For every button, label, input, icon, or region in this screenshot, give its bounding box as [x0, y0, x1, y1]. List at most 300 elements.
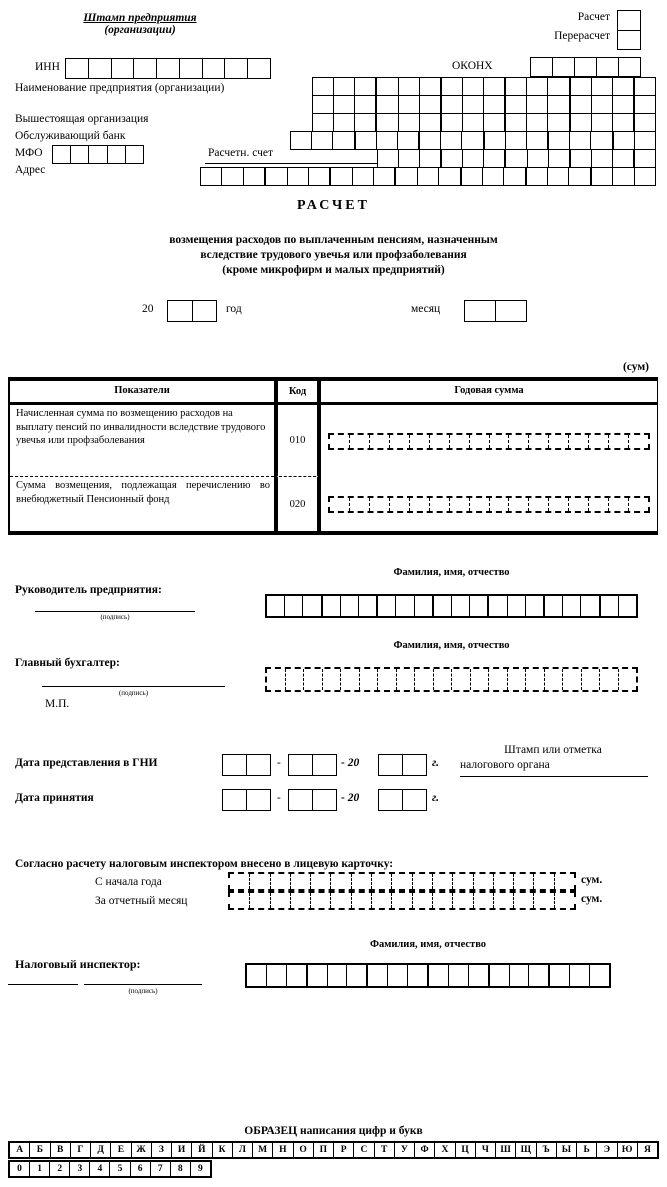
grid-cell[interactable] [489, 435, 509, 448]
grid-cell[interactable] [375, 96, 397, 113]
grid-cell[interactable] [88, 146, 106, 163]
grid-cell[interactable] [327, 965, 347, 986]
submission-day-grid[interactable] [222, 754, 271, 776]
grid-cell[interactable] [398, 114, 419, 131]
grid-cell[interactable] [488, 965, 509, 986]
grid-cell[interactable] [267, 596, 284, 616]
grid-cell[interactable] [525, 168, 547, 185]
grid-cell[interactable] [329, 168, 351, 185]
submission-year-grid[interactable] [378, 754, 427, 776]
grid-cell[interactable] [533, 893, 553, 908]
accountant-signature-line[interactable] [42, 668, 225, 687]
grid-cell[interactable] [249, 874, 269, 889]
grid-cell[interactable] [465, 301, 495, 321]
grid-cell[interactable] [448, 965, 468, 986]
grid-cell[interactable] [633, 150, 655, 167]
grid-cell[interactable] [548, 498, 568, 511]
grid-cell[interactable] [634, 132, 655, 149]
grid-cell[interactable] [354, 78, 375, 95]
submission-date-label: Дата представления в ГНИ [15, 757, 158, 769]
grid-cell[interactable] [111, 59, 134, 78]
grid-cell[interactable] [349, 498, 369, 511]
grid-cell[interactable] [286, 965, 306, 986]
grid-cell[interactable] [568, 498, 588, 511]
grid-cell[interactable] [580, 596, 598, 616]
row2-sum-grid[interactable] [328, 496, 650, 513]
grid-cell[interactable] [612, 132, 634, 149]
grid-cell[interactable] [375, 78, 397, 95]
grid-cell[interactable] [340, 669, 359, 690]
grid-cell[interactable] [230, 874, 249, 889]
grid-cell[interactable] [526, 114, 547, 131]
grid-cell[interactable] [358, 596, 376, 616]
grid-cell[interactable] [394, 168, 416, 185]
submission-month-grid[interactable] [288, 754, 337, 776]
grid-cell[interactable] [568, 168, 589, 185]
address-grid[interactable] [200, 167, 656, 186]
grid-cell[interactable] [473, 874, 493, 889]
grid-cell[interactable] [412, 874, 432, 889]
grid-cell[interactable] [618, 58, 640, 76]
grid-cell[interactable] [377, 669, 396, 690]
grid-cell[interactable] [330, 435, 349, 448]
grid-cell[interactable] [504, 78, 526, 95]
grid-cell[interactable] [201, 168, 221, 185]
grid-cell[interactable] [552, 58, 574, 76]
grid-cell[interactable] [526, 96, 547, 113]
grid-cell[interactable] [376, 132, 397, 149]
grid-cell[interactable] [371, 874, 391, 889]
grid-cell[interactable] [495, 301, 526, 321]
grid-cell[interactable] [633, 78, 655, 95]
grid-cell[interactable] [224, 59, 247, 78]
grid-cell[interactable] [470, 669, 489, 690]
grid-cell[interactable] [612, 78, 633, 95]
grid-cell[interactable] [312, 755, 336, 775]
grid-cell[interactable] [330, 498, 349, 511]
grid-cell[interactable] [508, 435, 528, 448]
grid-cell[interactable] [88, 59, 111, 78]
grid-cell[interactable] [290, 893, 310, 908]
grid-cell[interactable] [373, 168, 394, 185]
grid-cell[interactable] [507, 596, 525, 616]
grid-cell[interactable] [308, 168, 329, 185]
sample-cell: К [212, 1143, 232, 1157]
grid-cell[interactable] [527, 150, 548, 167]
grid-cell[interactable] [469, 596, 487, 616]
grid-cell[interactable] [461, 132, 482, 149]
grid-cell[interactable] [469, 435, 489, 448]
grid-cell[interactable] [395, 596, 413, 616]
grid-cell[interactable] [397, 132, 418, 149]
grid-cell[interactable] [451, 669, 470, 690]
grid-cell[interactable] [599, 669, 618, 690]
grid-cell[interactable] [391, 874, 411, 889]
grid-cell[interactable] [588, 498, 608, 511]
grid-cell[interactable] [633, 96, 655, 113]
grid-cell[interactable] [270, 893, 290, 908]
grid-cell[interactable] [544, 669, 563, 690]
grid-cell[interactable] [504, 150, 526, 167]
grid-cell[interactable] [562, 669, 581, 690]
grid-cell[interactable] [270, 874, 290, 889]
inspector-line1[interactable] [8, 968, 78, 985]
calc-checkbox[interactable] [617, 10, 641, 31]
director-fio-grid[interactable] [265, 594, 638, 618]
mfo-label: МФО [15, 147, 43, 159]
company-name-grid-row2[interactable] [312, 95, 656, 114]
grid-cell[interactable] [483, 150, 504, 167]
grid-cell[interactable] [391, 893, 411, 908]
grid-cell[interactable] [351, 893, 371, 908]
grid-cell[interactable] [375, 114, 397, 131]
grid-cell[interactable] [313, 96, 333, 113]
grid-cell[interactable] [289, 755, 312, 775]
grid-cell[interactable] [290, 874, 310, 889]
fio-label-director: Фамилия, имя, отчество [393, 567, 510, 578]
grid-cell[interactable] [133, 59, 156, 78]
grid-cell[interactable] [462, 96, 483, 113]
grid-cell[interactable] [414, 596, 432, 616]
grid-cell[interactable] [483, 132, 505, 149]
grid-cell[interactable] [451, 596, 469, 616]
grid-cell[interactable] [417, 168, 438, 185]
entry-row1-label: С начала года [95, 876, 162, 888]
grid-cell[interactable] [548, 965, 569, 986]
mfo-grid[interactable] [52, 145, 144, 164]
grid-cell[interactable] [407, 965, 427, 986]
grid-cell[interactable] [596, 58, 618, 76]
grid-cell[interactable] [285, 669, 304, 690]
grid-cell[interactable] [590, 168, 612, 185]
grid-cell[interactable] [612, 168, 633, 185]
grid-cell[interactable] [438, 168, 459, 185]
grid-cell[interactable] [330, 874, 350, 889]
grid-cell[interactable] [53, 146, 70, 163]
grid-cell[interactable] [462, 78, 483, 95]
grid-cell[interactable] [359, 669, 378, 690]
okonx-grid[interactable] [530, 57, 641, 77]
grid-cell[interactable] [507, 669, 526, 690]
grid-cell[interactable] [321, 596, 340, 616]
grid-cell[interactable] [588, 435, 608, 448]
grid-cell[interactable] [419, 78, 440, 95]
grid-cell[interactable] [284, 596, 302, 616]
grid-cell[interactable] [487, 596, 506, 616]
grid-cell[interactable] [246, 790, 270, 810]
grid-cell[interactable] [243, 168, 264, 185]
grid-cell[interactable] [548, 435, 568, 448]
grid-cell[interactable] [312, 790, 336, 810]
grid-cell[interactable] [389, 435, 409, 448]
grid-cell[interactable] [246, 755, 270, 775]
grid-cell[interactable] [352, 168, 373, 185]
sample-cell: 8 [170, 1162, 190, 1176]
grid-cell[interactable] [528, 965, 548, 986]
acceptance-month-grid[interactable] [288, 789, 337, 811]
grid-cell[interactable] [247, 965, 266, 986]
grid-cell[interactable] [618, 596, 636, 616]
grid-cell[interactable] [612, 96, 633, 113]
grid-cell[interactable] [402, 790, 426, 810]
grid-cell[interactable] [469, 498, 489, 511]
grid-cell[interactable] [202, 59, 225, 78]
grid-cell[interactable] [591, 96, 612, 113]
sample-cell: В [50, 1143, 70, 1157]
grid-cell[interactable] [419, 150, 440, 167]
sample-cell: Н [272, 1143, 292, 1157]
grid-cell[interactable] [509, 965, 529, 986]
grid-cell[interactable] [482, 168, 503, 185]
acceptance-day-grid[interactable] [222, 789, 271, 811]
entry-month-total-grid[interactable] [228, 891, 576, 910]
grid-cell[interactable] [379, 790, 402, 810]
grid-cell[interactable] [462, 150, 483, 167]
grid-cell[interactable] [462, 114, 483, 131]
grid-cell[interactable] [591, 114, 612, 131]
grid-cell[interactable] [504, 96, 526, 113]
grid-cell[interactable] [548, 150, 569, 167]
grid-cell[interactable] [429, 435, 449, 448]
grid-cell[interactable] [379, 755, 402, 775]
grid-cell[interactable] [612, 150, 633, 167]
grid-cell[interactable] [369, 498, 389, 511]
grid-cell[interactable] [608, 435, 628, 448]
grid-cell[interactable] [440, 96, 462, 113]
grid-cell[interactable] [419, 114, 440, 131]
grid-cell[interactable] [574, 58, 596, 76]
grid-cell[interactable] [398, 96, 419, 113]
grid-cell[interactable] [376, 596, 395, 616]
grid-cell[interactable] [562, 596, 580, 616]
grid-cell[interactable] [452, 893, 472, 908]
grid-cell[interactable] [452, 874, 472, 889]
grid-cell[interactable] [513, 874, 533, 889]
grid-cell[interactable] [418, 132, 440, 149]
grid-cell[interactable] [599, 596, 618, 616]
grid-cell[interactable] [223, 790, 246, 810]
sample-cell: Щ [515, 1143, 535, 1157]
grid-cell[interactable] [302, 596, 320, 616]
grid-cell[interactable] [333, 114, 354, 131]
grid-cell[interactable] [389, 498, 409, 511]
grid-cell[interactable] [333, 78, 354, 95]
row1-sum-grid[interactable] [328, 433, 650, 450]
grid-cell[interactable] [440, 150, 462, 167]
grid-cell[interactable] [473, 893, 493, 908]
grid-cell[interactable] [369, 435, 389, 448]
grid-cell[interactable] [414, 669, 433, 690]
grid-cell[interactable] [412, 893, 432, 908]
grid-cell[interactable] [440, 132, 461, 149]
grid-cell[interactable] [247, 59, 270, 78]
grid-cell[interactable] [230, 893, 249, 908]
grid-cell[interactable] [569, 965, 589, 986]
entry-year-total-grid[interactable] [228, 872, 576, 891]
grid-cell[interactable] [468, 965, 488, 986]
inspector-signature-line[interactable] [84, 968, 202, 985]
grid-cell[interactable] [427, 965, 448, 986]
grid-cell[interactable] [310, 874, 330, 889]
grid-cell[interactable] [287, 168, 308, 185]
grid-cell[interactable] [333, 96, 354, 113]
grid-cell[interactable] [351, 874, 371, 889]
grid-cell[interactable] [440, 78, 462, 95]
acceptance-year-grid[interactable] [378, 789, 427, 811]
grid-cell[interactable] [628, 498, 648, 511]
accountant-fio-grid[interactable] [265, 667, 638, 692]
grid-cell[interactable] [528, 435, 548, 448]
form-subtitle [0, 233, 667, 278]
grid-cell[interactable] [493, 874, 513, 889]
grid-cell[interactable] [569, 150, 591, 167]
grid-cell[interactable] [433, 669, 452, 690]
grid-cell[interactable] [591, 150, 612, 167]
grid-cell[interactable] [612, 114, 633, 131]
form-title: РАСЧЕТ [297, 198, 370, 213]
grid-cell[interactable] [591, 78, 612, 95]
year-input-grid[interactable] [167, 300, 217, 322]
grid-cell[interactable] [533, 874, 553, 889]
grid-cell[interactable] [569, 114, 591, 131]
grid-cell[interactable] [303, 669, 322, 690]
grid-cell[interactable] [107, 146, 125, 163]
okonx-label: ОКОНХ [452, 60, 493, 72]
grid-cell[interactable] [313, 78, 333, 95]
account-grid[interactable] [377, 149, 656, 168]
grid-cell[interactable] [249, 893, 269, 908]
grid-cell[interactable] [569, 132, 590, 149]
grid-cell[interactable] [378, 150, 398, 167]
grid-cell[interactable] [504, 114, 526, 131]
grid-cell[interactable] [618, 669, 637, 690]
grid-cell[interactable] [264, 168, 286, 185]
grid-cell[interactable] [488, 669, 507, 690]
grid-cell[interactable] [547, 114, 568, 131]
calc-labels [480, 8, 610, 46]
grid-cell[interactable] [505, 132, 526, 149]
grid-cell[interactable] [179, 59, 202, 78]
grid-cell[interactable] [354, 96, 375, 113]
grid-cell[interactable] [398, 150, 419, 167]
grid-cell[interactable] [70, 146, 88, 163]
grid-cell[interactable] [633, 114, 655, 131]
grid-cell[interactable] [221, 168, 242, 185]
sample-cell: Ь [576, 1143, 596, 1157]
grid-cell[interactable] [192, 301, 217, 321]
entry-sum2-label: сум. [581, 893, 603, 905]
grid-cell[interactable] [354, 114, 375, 131]
grid-cell[interactable] [503, 168, 524, 185]
grid-cell[interactable] [483, 96, 504, 113]
grid-cell[interactable] [525, 596, 543, 616]
company-name-grid-row1[interactable] [312, 77, 656, 96]
grid-cell[interactable] [569, 96, 591, 113]
grid-cell[interactable] [554, 893, 574, 908]
grid-cell[interactable] [266, 965, 286, 986]
grid-cell[interactable] [432, 596, 451, 616]
grid-cell[interactable] [168, 301, 192, 321]
grid-cell[interactable] [402, 755, 426, 775]
grid-cell[interactable] [568, 435, 588, 448]
grid-cell[interactable] [547, 132, 569, 149]
grid-cell[interactable] [460, 168, 482, 185]
grid-cell[interactable] [432, 874, 452, 889]
grid-cell[interactable] [525, 669, 544, 690]
grid-cell[interactable] [289, 790, 312, 810]
grid-cell[interactable] [313, 114, 333, 131]
grid-cell[interactable] [409, 435, 429, 448]
inspector-fio-grid[interactable] [245, 963, 611, 988]
grid-cell[interactable] [330, 893, 350, 908]
grid-cell[interactable] [483, 78, 504, 95]
grid-cell[interactable] [156, 59, 179, 78]
grid-cell[interactable] [483, 114, 504, 131]
month-input-grid[interactable] [464, 300, 527, 322]
grid-cell[interactable] [432, 893, 452, 908]
grid-cell[interactable] [346, 965, 366, 986]
grid-cell[interactable] [589, 965, 609, 986]
grid-cell[interactable] [440, 114, 462, 131]
grid-cell[interactable] [590, 132, 611, 149]
parent-org-label: Вышестоящая организация [15, 113, 149, 125]
grid-cell[interactable] [569, 78, 591, 95]
grid-cell[interactable] [429, 498, 449, 511]
grid-cell[interactable] [371, 893, 391, 908]
grid-cell[interactable] [547, 96, 568, 113]
grid-cell[interactable] [608, 498, 628, 511]
parent-org-grid[interactable] [312, 113, 656, 132]
grid-cell[interactable] [513, 893, 533, 908]
grid-cell[interactable] [306, 965, 327, 986]
grid-cell[interactable] [489, 498, 509, 511]
grid-cell[interactable] [267, 669, 285, 690]
sample-cell: 1 [29, 1162, 49, 1176]
grid-cell[interactable] [449, 435, 469, 448]
grid-cell[interactable] [387, 965, 407, 986]
grid-cell[interactable] [531, 58, 552, 76]
grid-cell[interactable] [634, 168, 655, 185]
grid-cell[interactable] [526, 132, 547, 149]
grid-cell[interactable] [340, 596, 358, 616]
grid-cell[interactable] [409, 498, 429, 511]
grid-cell[interactable] [493, 893, 513, 908]
grid-cell[interactable] [310, 893, 330, 908]
grid-cell[interactable] [349, 435, 369, 448]
grid-cell[interactable] [543, 596, 562, 616]
director-signature-line[interactable] [35, 593, 195, 612]
inn-grid[interactable] [65, 58, 271, 79]
grid-cell[interactable] [125, 146, 143, 163]
grid-cell[interactable] [449, 498, 469, 511]
grid-cell[interactable] [526, 78, 547, 95]
grid-cell[interactable] [628, 435, 648, 448]
grid-cell[interactable] [547, 168, 568, 185]
grid-cell[interactable] [322, 669, 341, 690]
grid-cell[interactable] [396, 669, 415, 690]
grid-cell[interactable] [554, 874, 574, 889]
grid-cell[interactable] [366, 965, 387, 986]
recalc-checkbox[interactable] [617, 30, 641, 50]
grid-cell[interactable] [66, 59, 88, 78]
grid-cell[interactable] [419, 96, 440, 113]
grid-cell[interactable] [528, 498, 548, 511]
grid-cell[interactable] [547, 78, 568, 95]
grid-cell[interactable] [398, 78, 419, 95]
grid-cell[interactable] [581, 669, 600, 690]
grid-cell[interactable] [223, 755, 246, 775]
grid-cell[interactable] [508, 498, 528, 511]
